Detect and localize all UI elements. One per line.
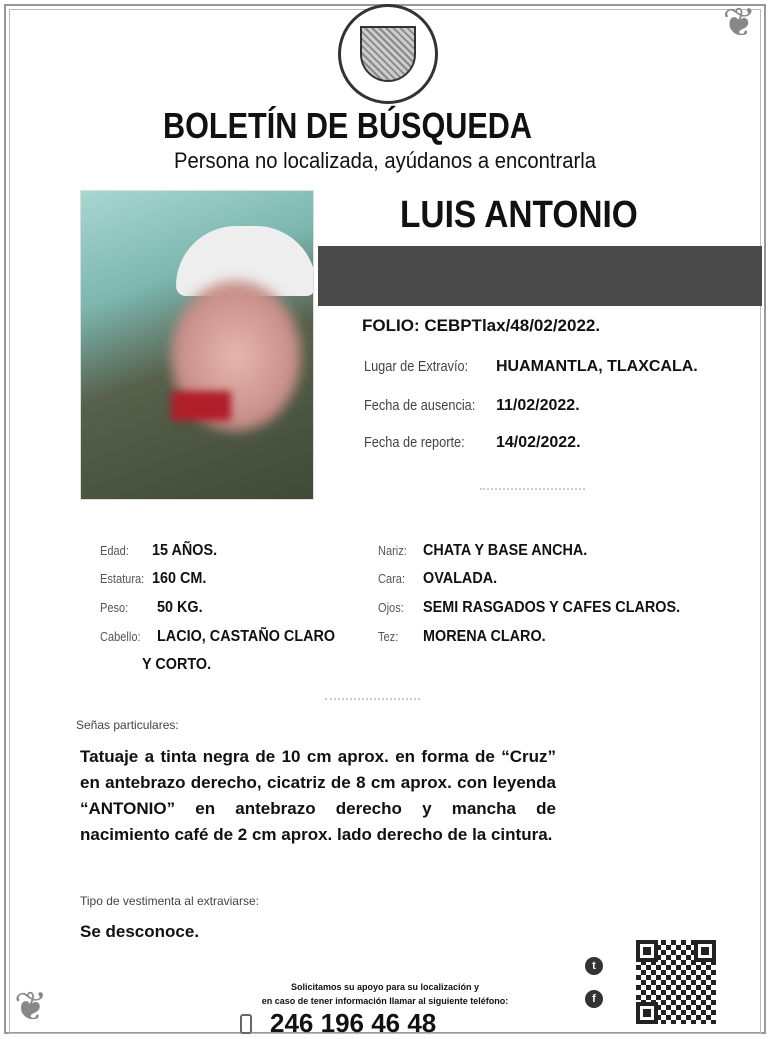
feature-nose: Nariz: CHATA Y BASE ANCHA. xyxy=(378,542,588,559)
feature-hair-cont: Y CORTO. xyxy=(142,656,212,673)
phone-number: 246 196 46 48 xyxy=(240,1008,436,1039)
name-bar xyxy=(318,246,762,306)
senas-text: Tatuaje a tinta negra de 10 cm aprox. en forma de “Cruz” en antebrazo derecho, cicatriz de 8 cm aprox. con leyenda “ANTONIO” en antebrazo derecho y mancha de nacimiento café de 2 cm aprox. lado derecho de la cintura. xyxy=(80,747,556,844)
qr-code xyxy=(636,940,716,1024)
page-title: BOLETÍN DE BÚSQUEDA xyxy=(163,105,532,146)
footer-message: Solicitamos su apoyo para su localización y en caso de tener información llamar al siguiente teléfono: xyxy=(261,982,509,1006)
vestimenta-label: Tipo de vestimenta al extraviarse: xyxy=(80,894,259,908)
vestimenta-text: Se desconoce. xyxy=(80,922,200,941)
info-row: Fecha de reporte: 14/02/2022. xyxy=(364,434,581,451)
senas-label: Señas particulares: xyxy=(76,718,179,732)
folio: FOLIO: CEBPTlax/48/02/2022. xyxy=(362,316,601,335)
feature-eyes: Ojos: SEMI RASGADOS Y CAFES CLAROS. xyxy=(378,599,681,616)
twitter-icon[interactable]: t xyxy=(585,957,603,975)
feature-skin: Tez: MORENA CLARO. xyxy=(378,628,546,645)
feature-face: Cara: OVALADA. xyxy=(378,570,498,587)
facebook-icon[interactable]: f xyxy=(585,990,603,1008)
page-subtitle: Persona no localizada, ayúdanos a encontrarla xyxy=(174,148,596,173)
government-seal xyxy=(338,4,438,104)
feature-hair: Cabello: LACIO, CASTAÑO CLARO xyxy=(100,628,336,645)
feature-weight: Peso: 50 KG. xyxy=(100,599,203,616)
divider xyxy=(325,698,420,700)
person-name: LUIS ANTONIO xyxy=(400,194,638,236)
feature-age: Edad: 15 AÑOS. xyxy=(100,542,218,559)
person-photo xyxy=(80,190,314,500)
divider xyxy=(480,488,585,490)
feature-height: Estatura: 160 CM. xyxy=(100,570,207,587)
corner-ornament-icon: ❦ xyxy=(722,1,756,45)
info-row: Lugar de Extravío: HUAMANTLA, TLAXCALA. xyxy=(364,358,698,375)
info-row: Fecha de ausencia: 11/02/2022. xyxy=(364,397,580,414)
phone-icon xyxy=(240,1014,252,1034)
corner-ornament-icon: ❦ xyxy=(14,985,48,1029)
